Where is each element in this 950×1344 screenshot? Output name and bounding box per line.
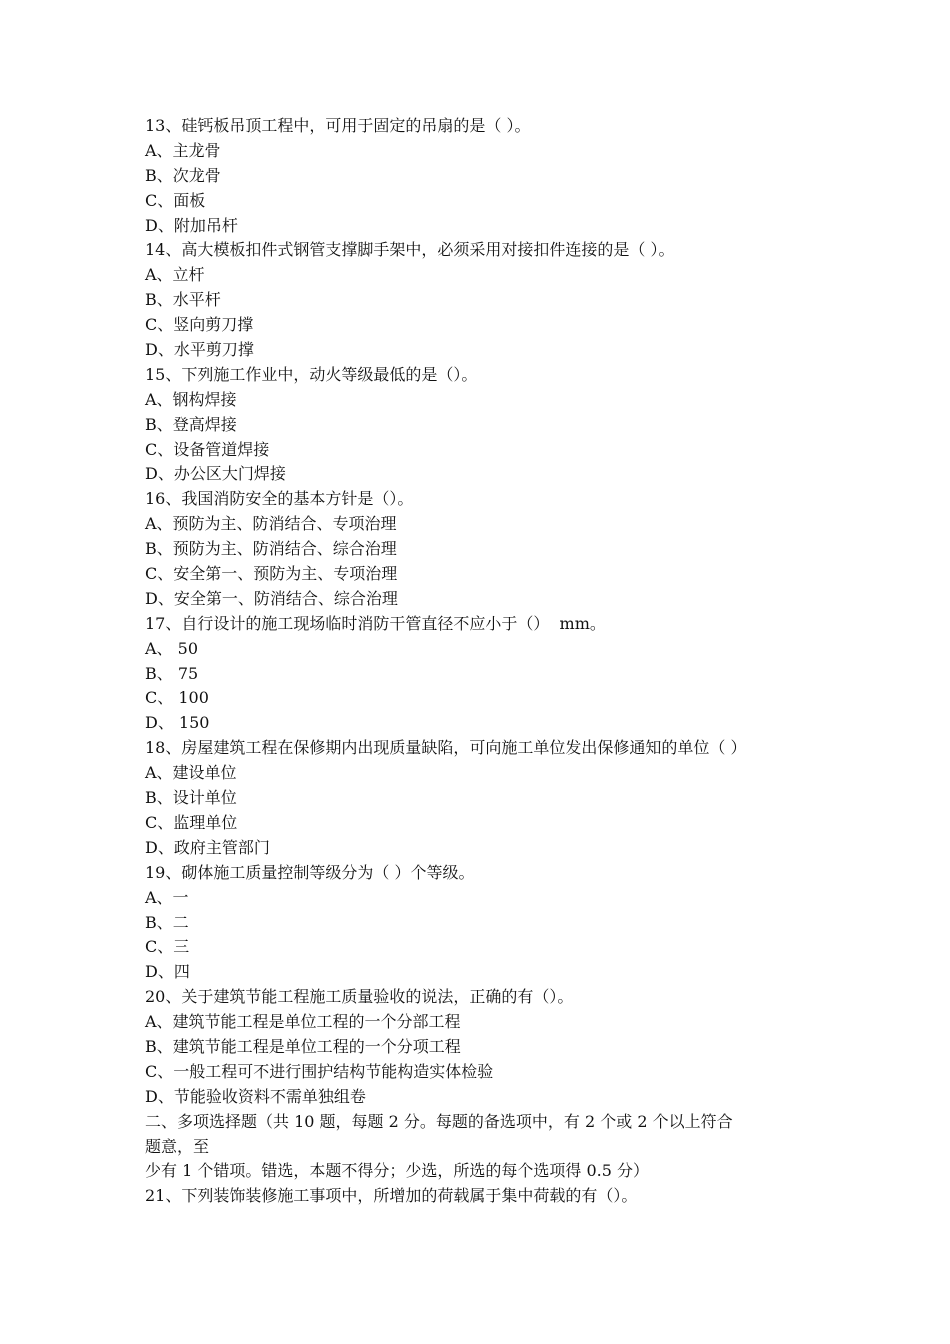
question-20-option-d: D、节能验收资料不需单独组卷 (145, 1086, 366, 1106)
question-18-option-a: A、建设单位 (145, 763, 237, 783)
question-18-option-c: C、监理单位 (145, 812, 238, 832)
question-19-option-c: C、三 (145, 937, 190, 957)
question-17-option-d: D、 150 (145, 713, 210, 733)
question-13-option-c: C、面板 (145, 190, 206, 210)
section-2-heading-line-2: 题意，至 (145, 1136, 210, 1156)
question-18: 18、房屋建筑工程在保修期内出现质量缺陷，可向施工单位发出保修通知的单位（ ） (145, 738, 747, 758)
question-17-option-b: B、 75 (145, 663, 199, 683)
question-15-option-c: C、设备管道焊接 (145, 439, 270, 459)
question-20-option-a: A、建筑节能工程是单位工程的一个分部工程 (145, 1012, 461, 1032)
question-16-option-c: C、安全第一、预防为主、专项治理 (145, 564, 398, 584)
document-page (145, 114, 810, 1209)
section-2-heading-line-1: 二、多项选择题（共 10 题，每题 2 分。每题的备选项中，有 2 个或 2 个以上符合 (145, 1111, 733, 1131)
question-17: 17、自行设计的施工现场临时消防干管直径不应小于（） mm。 (145, 613, 606, 633)
question-16: 16、我国消防安全的基本方针是（）。 (145, 489, 414, 509)
question-16-option-d: D、安全第一、防消结合、综合治理 (145, 588, 398, 608)
question-15: 15、下列施工作业中，动火等级最低的是（）。 (145, 364, 478, 384)
question-19-option-b: B、二 (145, 912, 189, 932)
question-14-option-b: B、水平杆 (145, 290, 221, 310)
question-13-option-a: A、主龙骨 (145, 140, 221, 160)
question-13-option-b: B、次龙骨 (145, 165, 221, 185)
question-15-option-a: A、钢构焊接 (145, 389, 237, 409)
question-16-option-b: B、预防为主、防消结合、综合治理 (145, 539, 397, 559)
question-21: 21、下列装饰装修施工事项中，所增加的荷载属于集中荷载的有（）。 (145, 1186, 638, 1206)
question-14-option-a: A、立杆 (145, 265, 205, 285)
question-20-option-b: B、建筑节能工程是单位工程的一个分项工程 (145, 1036, 461, 1056)
question-19-option-d: D、四 (145, 962, 190, 982)
question-18-option-b: B、设计单位 (145, 788, 237, 808)
question-15-option-b: B、登高焊接 (145, 414, 237, 434)
question-19: 19、砌体施工质量控制等级分为（ ）个等级。 (145, 862, 475, 882)
question-15-option-d: D、办公区大门焊接 (145, 464, 286, 484)
question-17-option-c: C、 100 (145, 688, 209, 708)
question-16-option-a: A、预防为主、防消结合、专项治理 (145, 514, 397, 534)
question-14-option-c: C、竖向剪刀撑 (145, 315, 254, 335)
question-14: 14、高大模板扣件式钢管支撑脚手架中，必须采用对接扣件连接的是（ ）。 (145, 240, 675, 260)
question-20: 20、关于建筑节能工程施工质量验收的说法，正确的有（）。 (145, 987, 574, 1007)
question-13-option-d: D、附加吊杆 (145, 215, 238, 235)
question-13: 13、硅钙板吊顶工程中，可用于固定的吊扇的是（ ）。 (145, 116, 531, 135)
question-17-option-a: A、 50 (145, 638, 199, 658)
question-14-option-d: D、水平剪刀撑 (145, 340, 254, 360)
question-20-option-c: C、一般工程可不进行围护结构节能构造实体检验 (145, 1061, 494, 1081)
question-19-option-a: A、一 (145, 887, 189, 907)
section-2-heading-line-3: 少有 1 个错项。错选，本题不得分；少选，所选的每个选项得 0.5 分） (145, 1161, 649, 1181)
question-18-option-d: D、政府主管部门 (145, 837, 270, 857)
